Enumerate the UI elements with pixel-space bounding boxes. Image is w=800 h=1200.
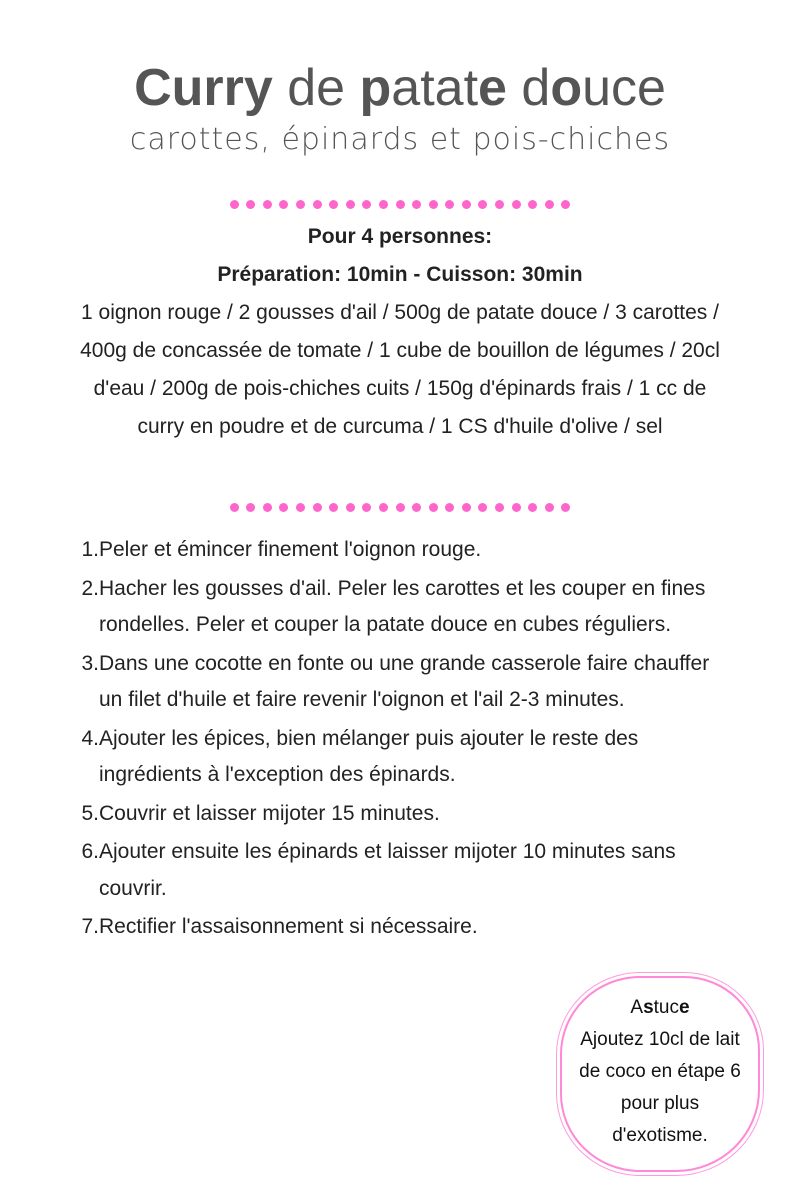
dot: [528, 200, 537, 209]
dot: [263, 503, 272, 512]
dot: [478, 503, 487, 512]
step-text: Hacher les gousses d'ail. Peler les carottes et les couper en fines rondelles. Peler et couper la patate douce en cubes réguliers.: [99, 576, 706, 636]
step-text: Dans une cocotte en fonte ou une grande casserole faire chauffer un filet d'huile et faire revenir l'oignon et l'ail 2-3 minutes.: [99, 651, 710, 711]
dot: [296, 503, 305, 512]
step-number: 3.: [81, 651, 99, 675]
dot: [296, 200, 305, 209]
dot: [412, 200, 421, 209]
recipe-subtitle: carottes, épinards et pois-chiches: [129, 122, 671, 157]
step-text: Couvrir et laisser mijoter 15 minutes.: [99, 801, 440, 825]
tip-box: [560, 976, 760, 1172]
title-segment: p: [359, 59, 392, 117]
dot: [478, 200, 487, 209]
step-number: 5.: [81, 801, 99, 825]
dot: [346, 200, 355, 209]
dot: [462, 503, 471, 512]
step-item: [78, 571, 718, 644]
steps-list: [78, 532, 718, 948]
dot: [445, 200, 454, 209]
dotted-divider: [0, 497, 800, 516]
step-item: [78, 796, 718, 833]
title-segment: d: [506, 59, 551, 117]
step-number: 6.: [81, 840, 99, 863]
title-segment: Curry: [134, 59, 273, 117]
ingredients-list: 1 oignon rouge / 2 gousses d'ail / 500g de patate douce / 3 carottes / 400g de concassée de tomate / 1 cube de bouillon de légumes / 20cl d'eau / 200g de pois-chiches cuits / 150g d'épinards frais / 1 cc de curry en poudre et de curcuma / 1 CS d'huile d'olive / sel: [80, 301, 720, 438]
title-segment: A: [630, 997, 644, 1018]
step-item: [78, 834, 718, 907]
dot: [412, 503, 421, 512]
dot: [528, 503, 537, 512]
dot: [512, 200, 521, 209]
dot: [495, 200, 504, 209]
title-segment: e: [478, 59, 507, 117]
step-text: Peler et émincer finement l'oignon rouge.: [99, 538, 482, 561]
dot: [329, 503, 338, 512]
dot: [495, 503, 504, 512]
dot: [545, 200, 554, 209]
dot: [429, 200, 438, 209]
dot: [279, 503, 288, 512]
step-text: Rectifier l'assaisonnement si nécessaire.: [99, 915, 478, 938]
dot: [246, 503, 255, 512]
dot: [362, 200, 371, 209]
servings: Pour 4 personnes:: [307, 225, 493, 248]
dot: [462, 200, 471, 209]
dot: [561, 503, 570, 512]
step-item: [78, 532, 718, 569]
step-text: Ajouter ensuite les épinards et laisser mijoter 10 minutes sans couvrir.: [99, 840, 676, 900]
step-item: [78, 909, 718, 946]
tip-text: Ajoutez 10cl de lait de coco en étape 6 pour plus d'exotisme.: [579, 1029, 741, 1146]
title-segment: atat: [391, 59, 479, 117]
title-segment: e: [679, 997, 690, 1018]
dot: [561, 200, 570, 209]
step-item: [78, 721, 718, 794]
step-number: 4.: [81, 726, 99, 750]
dot: [512, 503, 521, 512]
dot: [263, 200, 272, 209]
step-number: 2.: [81, 576, 99, 600]
dot: [246, 200, 255, 209]
dotted-divider: [0, 194, 800, 213]
step-number: 7.: [81, 915, 99, 938]
dot: [230, 200, 239, 209]
dot: [379, 503, 388, 512]
recipe-title: [0, 58, 800, 118]
step-text: Ajouter les épices, bien mélanger puis ajouter le reste des ingrédients à l'exception des épinards.: [99, 726, 639, 786]
dot: [379, 200, 388, 209]
title-segment: de: [272, 59, 360, 117]
step-number: 1.: [81, 538, 99, 561]
dot: [362, 503, 371, 512]
recipe-info: [60, 218, 740, 446]
dot: [313, 200, 322, 209]
title-segment: tuc: [653, 997, 680, 1018]
dot: [429, 503, 438, 512]
dot: [445, 503, 454, 512]
step-item: [78, 646, 718, 719]
dot: [329, 200, 338, 209]
dot: [396, 503, 405, 512]
dot: [279, 200, 288, 209]
dot: [396, 200, 405, 209]
title-segment: o: [550, 59, 583, 117]
tip-title: [562, 992, 758, 1024]
title-segment: s: [643, 997, 654, 1018]
dot: [545, 503, 554, 512]
title-segment: uce: [582, 59, 666, 117]
dot: [230, 503, 239, 512]
dot: [313, 503, 322, 512]
dot: [346, 503, 355, 512]
timing: Préparation: 10min - Cuisson: 30min: [217, 263, 583, 286]
